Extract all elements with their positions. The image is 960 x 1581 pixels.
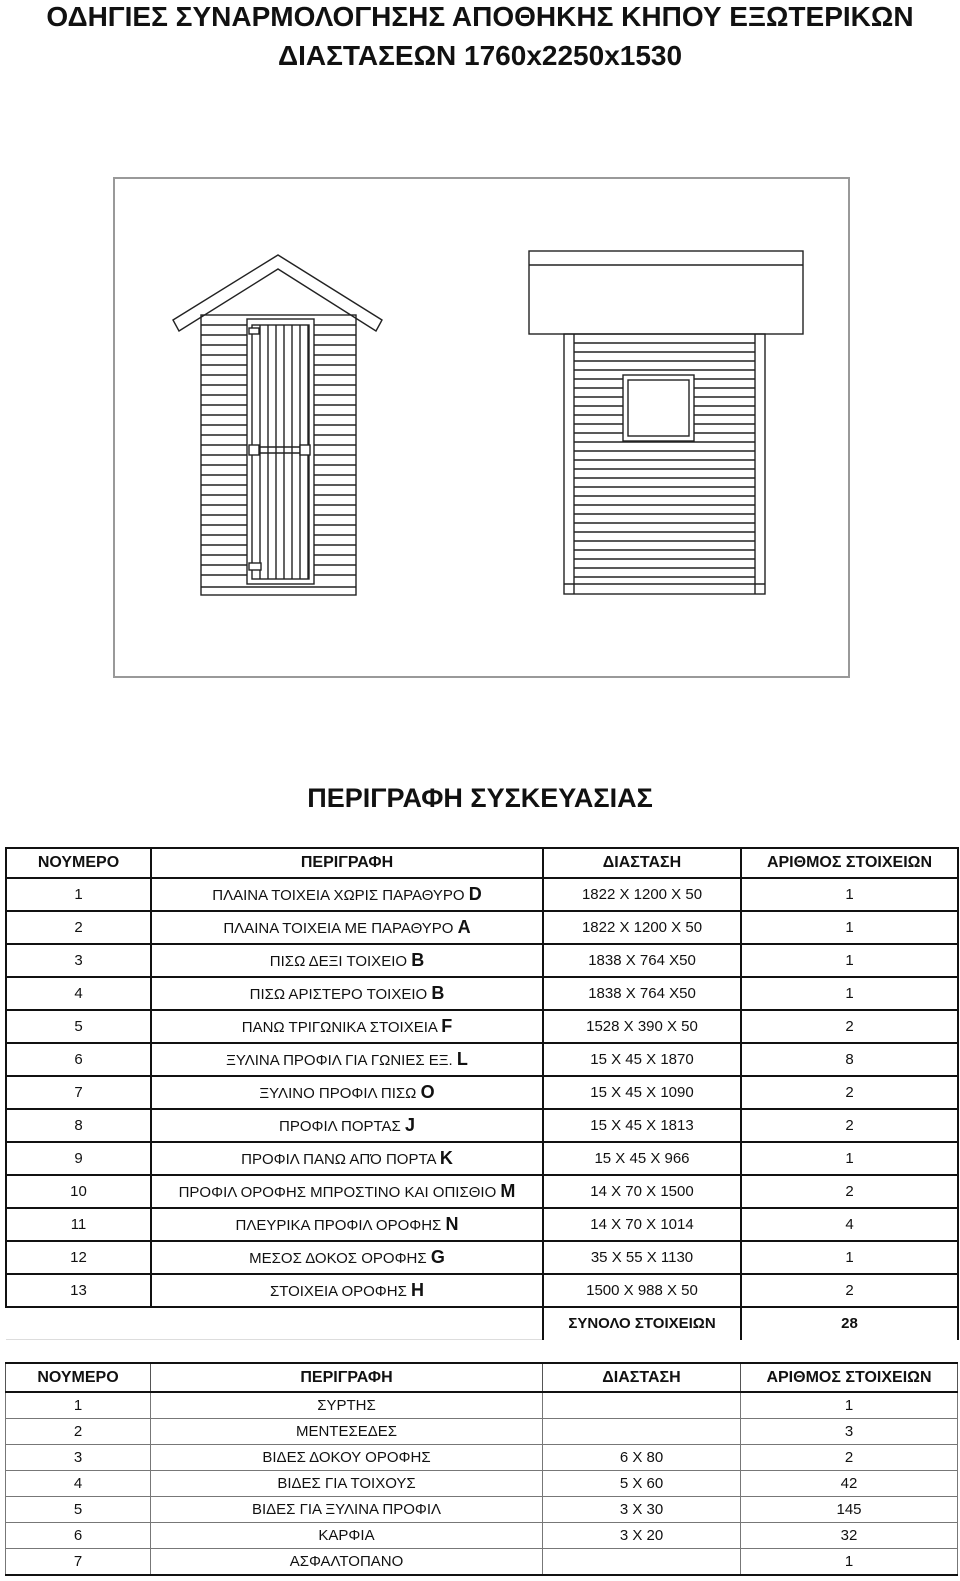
part-code: B <box>431 983 445 1003</box>
row-dimension: 14 X 70 X 1500 <box>543 1175 741 1208</box>
row-dimension: 15 X 45 X 1870 <box>543 1043 741 1076</box>
total-row <box>6 1307 958 1340</box>
part-description: ΞΥΛΙΝΑ ΠΡΟΦΙΛ ΓΙΑ ΓΩΝΙΕΣ ΕΞ. <box>226 1052 453 1069</box>
row-dimension: 1500 X 988 X 50 <box>543 1274 741 1307</box>
table-row <box>6 1392 958 1419</box>
package-description-title: ΠΕΡΙΓΡΑΦΗ ΣΥΣΚΕΥΑΣΙΑΣ <box>307 783 653 813</box>
part-code: H <box>411 1280 425 1300</box>
part-code: D <box>468 884 482 904</box>
row-description: ΒΙΔΕΣ ΓΙΑ ΞΥΛΙΝΑ ΠΡΟΦΙΛ <box>151 1497 543 1523</box>
row-number: 6 <box>6 1523 151 1549</box>
row-quantity: 2 <box>741 1076 958 1109</box>
row-quantity: 145 <box>741 1497 958 1523</box>
column-header-number: ΝΟΥΜΕΡΟ <box>6 1363 151 1392</box>
column-header-number: ΝΟΥΜΕΡΟ <box>6 848 151 878</box>
row-description <box>151 1109 543 1142</box>
table-row <box>6 1109 958 1142</box>
package-parts-table <box>5 847 959 1340</box>
row-number: 9 <box>6 1142 151 1175</box>
row-dimension: 14 X 70 X 1014 <box>543 1208 741 1241</box>
row-description <box>151 1142 543 1175</box>
row-dimension: 15 X 45 X 1813 <box>543 1109 741 1142</box>
shed-drawing-frame <box>113 177 850 678</box>
part-description: ΠΛΕΥΡΙΚΑ ΠΡΟΦΙΛ ΟΡΟΦΗΣ <box>235 1217 442 1234</box>
table-row <box>6 1241 958 1274</box>
column-header-quantity: ΑΡΙΘΜΟΣ ΣΤΟΙΧΕΙΩΝ <box>741 1363 958 1392</box>
row-dimension: 3 X 20 <box>543 1523 741 1549</box>
row-dimension: 15 X 45 X 1090 <box>543 1076 741 1109</box>
row-quantity: 1 <box>741 944 958 977</box>
row-description <box>151 1175 543 1208</box>
row-number: 12 <box>6 1241 151 1274</box>
table-row <box>6 977 958 1010</box>
row-description: ΒΙΔΕΣ ΔΟΚΟΥ ΟΡΟΦΗΣ <box>151 1445 543 1471</box>
row-description <box>151 1043 543 1076</box>
row-number: 5 <box>6 1497 151 1523</box>
row-description <box>151 1274 543 1307</box>
row-quantity: 2 <box>741 1010 958 1043</box>
column-header-description: ΠΕΡΙΓΡΑΦΗ <box>151 848 543 878</box>
row-description <box>151 911 543 944</box>
part-code: J <box>405 1115 416 1135</box>
part-description: ΠΙΣΩ ΑΡΙΣΤΕΡΟ ΤΟΙΧΕΙΟ <box>249 986 428 1003</box>
row-dimension: 3 X 30 <box>543 1497 741 1523</box>
table-row <box>6 1142 958 1175</box>
row-number: 8 <box>6 1109 151 1142</box>
hardware-table <box>5 1362 958 1576</box>
document-title-line-2: ΔΙΑΣΤΑΣΕΩΝ 1760x2250x1530 <box>277 40 683 71</box>
table-row <box>6 944 958 977</box>
row-description: ΜΕΝΤΕΣΕΔΕΣ <box>151 1419 543 1445</box>
row-number: 4 <box>6 1471 151 1497</box>
row-number: 7 <box>6 1076 151 1109</box>
column-header-dimension: ΔΙΑΣΤΑΣΗ <box>543 1363 741 1392</box>
row-description <box>151 878 543 911</box>
row-number: 1 <box>6 1392 151 1419</box>
row-quantity: 1 <box>741 878 958 911</box>
part-code: G <box>430 1247 445 1267</box>
row-quantity: 32 <box>741 1523 958 1549</box>
table-row <box>6 1010 958 1043</box>
row-quantity: 8 <box>741 1043 958 1076</box>
row-dimension <box>543 1392 741 1419</box>
row-quantity: 1 <box>741 1241 958 1274</box>
row-description <box>151 944 543 977</box>
row-dimension: 1838 X 764 X50 <box>543 977 741 1010</box>
row-description <box>151 1208 543 1241</box>
row-quantity: 2 <box>741 1109 958 1142</box>
row-description <box>151 1076 543 1109</box>
row-number: 4 <box>6 977 151 1010</box>
row-dimension: 1822 X 1200 X 50 <box>543 911 741 944</box>
table-header-row <box>6 1363 958 1392</box>
table-header-row <box>6 848 958 878</box>
total-value: 28 <box>741 1307 958 1340</box>
table-row <box>6 1175 958 1208</box>
table-row <box>6 1043 958 1076</box>
row-number: 11 <box>6 1208 151 1241</box>
part-code: B <box>411 950 425 970</box>
table-row <box>6 1076 958 1109</box>
part-description: ΠΛΑΙΝΑ ΤΟΙΧΕΙΑ ΜΕ ΠΑΡΑΘΥΡΟ <box>223 920 454 937</box>
part-code: A <box>457 917 471 937</box>
table-row <box>6 1419 958 1445</box>
row-quantity: 42 <box>741 1471 958 1497</box>
row-number: 13 <box>6 1274 151 1307</box>
part-description: ΠΛΑΙΝΑ ΤΟΙΧΕΙΑ ΧΩΡΙΣ ΠΑΡΑΘΥΡΟ <box>212 887 465 904</box>
row-dimension <box>543 1419 741 1445</box>
row-quantity: 1 <box>741 1549 958 1576</box>
total-blank-cell <box>151 1307 543 1340</box>
row-quantity: 2 <box>741 1274 958 1307</box>
table-row <box>6 878 958 911</box>
row-description: ΚΑΡΦΙΑ <box>151 1523 543 1549</box>
part-description: ΠΑΝΩ ΤΡΙΓΩΝΙΚΑ ΣΤΟΙΧΕΙΑ <box>241 1019 438 1036</box>
part-description: ΜΕΣΟΣ ΔΟΚΟΣ ΟΡΟΦΗΣ <box>249 1250 427 1267</box>
row-dimension: 35 X 55 X 1130 <box>543 1241 741 1274</box>
row-dimension: 6 X 80 <box>543 1445 741 1471</box>
row-description: ΒΙΔΕΣ ΓΙΑ ΤΟΙΧΟΥΣ <box>151 1471 543 1497</box>
table-row <box>6 1471 958 1497</box>
row-dimension <box>543 1549 741 1576</box>
row-number: 6 <box>6 1043 151 1076</box>
row-number: 10 <box>6 1175 151 1208</box>
part-description: ΣΤΟΙΧΕΙΑ ΟΡΟΦΗΣ <box>269 1283 407 1300</box>
part-code: K <box>439 1148 453 1168</box>
row-description <box>151 1010 543 1043</box>
table-row <box>6 1523 958 1549</box>
row-number: 7 <box>6 1549 151 1576</box>
row-quantity: 1 <box>741 1392 958 1419</box>
row-quantity: 3 <box>741 1419 958 1445</box>
part-code: F <box>441 1016 453 1036</box>
row-dimension: 1528 X 390 X 50 <box>543 1010 741 1043</box>
column-header-quantity: ΑΡΙΘΜΟΣ ΣΤΟΙΧΕΙΩΝ <box>741 848 958 878</box>
row-description <box>151 1241 543 1274</box>
row-quantity: 1 <box>741 977 958 1010</box>
row-number: 1 <box>6 878 151 911</box>
table-row <box>6 1445 958 1471</box>
part-description: ΠΡΟΦΙΛ ΠΑΝΩ ΑΠΌ ΠΟΡΤΑ <box>241 1151 436 1168</box>
part-description: ΞΥΛΙΝΟ ΠΡΟΦΙΛ ΠΙΣΩ <box>259 1085 417 1102</box>
row-quantity: 2 <box>741 1445 958 1471</box>
table-row <box>6 911 958 944</box>
part-description: ΠΙΣΩ ΔΕΞΙ ΤΟΙΧΕΙΟ <box>269 953 408 970</box>
part-code: M <box>500 1181 516 1201</box>
row-description: ΣΥΡΤΗΣ <box>151 1392 543 1419</box>
row-description <box>151 977 543 1010</box>
row-description: ΑΣΦΑΛΤΟΠΑΝΟ <box>151 1549 543 1576</box>
row-dimension: 5 X 60 <box>543 1471 741 1497</box>
total-label: ΣΥΝΟΛΟ ΣΤΟΙΧΕΙΩΝ <box>543 1307 741 1340</box>
shed-front-and-side-drawing-icon <box>115 179 848 676</box>
row-dimension: 15 X 45 X 966 <box>543 1142 741 1175</box>
column-header-description: ΠΕΡΙΓΡΑΦΗ <box>151 1363 543 1392</box>
row-quantity: 4 <box>741 1208 958 1241</box>
column-header-dimension: ΔΙΑΣΤΑΣΗ <box>543 848 741 878</box>
row-dimension: 1822 X 1200 X 50 <box>543 878 741 911</box>
table-row <box>6 1274 958 1307</box>
table-row <box>6 1549 958 1576</box>
table-row <box>6 1497 958 1523</box>
part-code: N <box>445 1214 459 1234</box>
row-number: 3 <box>6 944 151 977</box>
part-code: O <box>420 1082 435 1102</box>
row-number: 2 <box>6 1419 151 1445</box>
table-row <box>6 1208 958 1241</box>
document-title-line-1: ΟΔΗΓΙΕΣ ΣΥΝΑΡΜΟΛΟΓΗΣΗΣ ΑΠΟΘΗΚΗΣ ΚΗΠΟΥ ΕΞΩΤΕΡΙΚΩΝ <box>46 1 914 32</box>
part-description: ΠΡΟΦΙΛ ΠΟΡΤΑΣ <box>278 1118 401 1135</box>
total-blank-cell <box>6 1307 151 1340</box>
row-number: 2 <box>6 911 151 944</box>
row-number: 5 <box>6 1010 151 1043</box>
part-description: ΠΡΟΦΙΛ ΟΡΟΦΗΣ ΜΠΡΟΣΤΙΝΟ ΚΑΙ ΟΠΙΣΘΙΟ <box>178 1184 497 1201</box>
row-quantity: 1 <box>741 1142 958 1175</box>
row-dimension: 1838 X 764 X50 <box>543 944 741 977</box>
row-number: 3 <box>6 1445 151 1471</box>
part-code: L <box>456 1049 468 1069</box>
row-quantity: 1 <box>741 911 958 944</box>
row-quantity: 2 <box>741 1175 958 1208</box>
